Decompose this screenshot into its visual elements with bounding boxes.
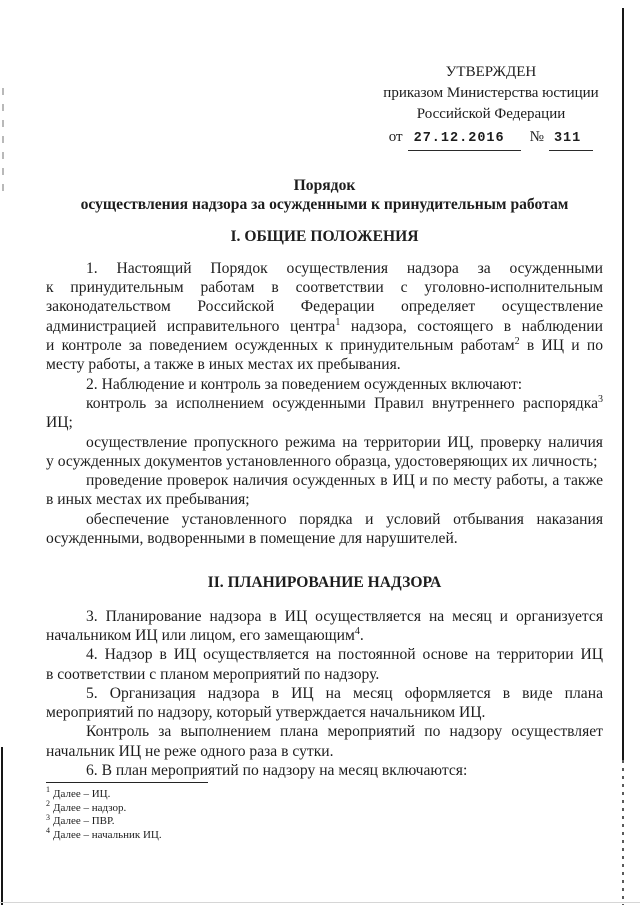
- sections-container: [46, 227, 603, 780]
- footnote-ref: 1: [335, 316, 341, 328]
- footnote-item: [46, 812, 476, 829]
- paragraph: проведение проверок наличия осужденных в ИЦ и по месту работы, а также в иных местах их пребывания;: [46, 472, 603, 509]
- footnote-item: [46, 826, 476, 843]
- document-title-line-2: осуществления надзора за осужденными к принудительным работам: [80, 196, 569, 214]
- approval-line-authority: Российской Федерации: [416, 106, 566, 122]
- date-prefix: от: [388, 129, 403, 145]
- scan-artifact-right-line: [622, 8, 624, 760]
- footnote-ref: 3: [598, 393, 603, 405]
- footnote-text: Далее – надзор.: [53, 801, 127, 814]
- footnotes-block: [46, 782, 476, 842]
- date-value: 27.12.2016: [408, 128, 521, 151]
- paragraph: контроль за исполнением осужденными Правил внутреннего распорядка$^3$ ИЦ;: [46, 393, 603, 432]
- paragraph: обеспечение установленного порядка и условий отбывания наказания осужденными, водворенными в помещение для нарушителей.: [46, 510, 603, 548]
- number-label: №: [529, 129, 544, 145]
- document-section: [46, 227, 603, 549]
- footnote-list: [46, 785, 476, 842]
- footnote-text: Далее – ПВР.: [53, 815, 115, 828]
- paragraph: 4. Надзор в ИЦ осуществляется на постоянной основе на территории ИЦ в соответствии с планом мероприятий по надзору.: [46, 646, 603, 683]
- footnote-marker: 1: [46, 785, 50, 795]
- document-title-line-1: Порядок: [293, 177, 356, 194]
- paragraph: 1. Настоящий Порядок осуществления надзора за осужденными к принудительным работам в соответствии с уголовно-исполнительным законодательством Российской Федерации определяет осуществление администрацией исправительного центра$^1$ надзора, состоящего в наблюдении и контроле за поведением осужденных к принудительным работам$^2$ в ИЦ и по месту работы, а также в иных местах их пребывания.: [46, 259, 603, 374]
- scan-artifact-bottom-line: [0, 902, 640, 903]
- footnote-text: Далее – начальник ИЦ.: [53, 828, 162, 841]
- paragraph: осуществление пропускного режима на территории ИЦ, проверку наличия у осужденных документов установленного образца, удостоверяющих их личность;: [46, 433, 603, 470]
- paragraph: 6. В план мероприятий по надзору на месяц включаются:: [86, 762, 468, 780]
- approval-line-order-by: приказом Министерства юстиции: [383, 85, 599, 101]
- paragraph: 3. Планирование надзора в ИЦ осуществляется на месяц и организуется начальником ИЦ или лицом, его замещающим$^4$.: [46, 607, 603, 644]
- footnote-marker: 3: [46, 812, 50, 822]
- footnote-text: Далее – ИЦ.: [53, 788, 111, 800]
- footnote-marker: 2: [46, 798, 50, 808]
- document-body: [46, 176, 603, 780]
- footnote-ref: 2: [514, 335, 520, 347]
- approval-line-approved: УТВЕРЖДЕН: [445, 64, 537, 80]
- paragraph: Контроль за выполнением плана мероприятий по надзору осуществляет начальник ИЦ не реже одного раза в сутки.: [46, 723, 603, 760]
- paragraph: 2. Наблюдение и контроль за поведением осужденных включают:: [86, 375, 523, 393]
- paragraph: 5. Организация надзора в ИЦ на месяц оформляется в виде плана мероприятий по надзору, который утверждается начальником ИЦ.: [46, 684, 603, 722]
- footnote-divider: [46, 782, 208, 783]
- approval-date-row: [364, 127, 618, 151]
- number-value: 311: [549, 128, 593, 151]
- scan-artifact-left-line: [1, 747, 3, 905]
- footnote-marker: 4: [46, 826, 50, 836]
- section-heading: I. ОБЩИЕ ПОЛОЖЕНИЯ: [230, 227, 419, 245]
- scan-artifact-left-dashes: [2, 88, 4, 196]
- section-heading: II. ПЛАНИРОВАНИЕ НАДЗОРА: [207, 574, 442, 592]
- document-section: [46, 573, 603, 780]
- footnote-ref: 4: [354, 625, 360, 637]
- footnote-item: [46, 785, 476, 802]
- approval-block: [364, 62, 618, 151]
- scan-artifact-right-dotted-line: [622, 760, 624, 905]
- footnote-item: [46, 798, 476, 816]
